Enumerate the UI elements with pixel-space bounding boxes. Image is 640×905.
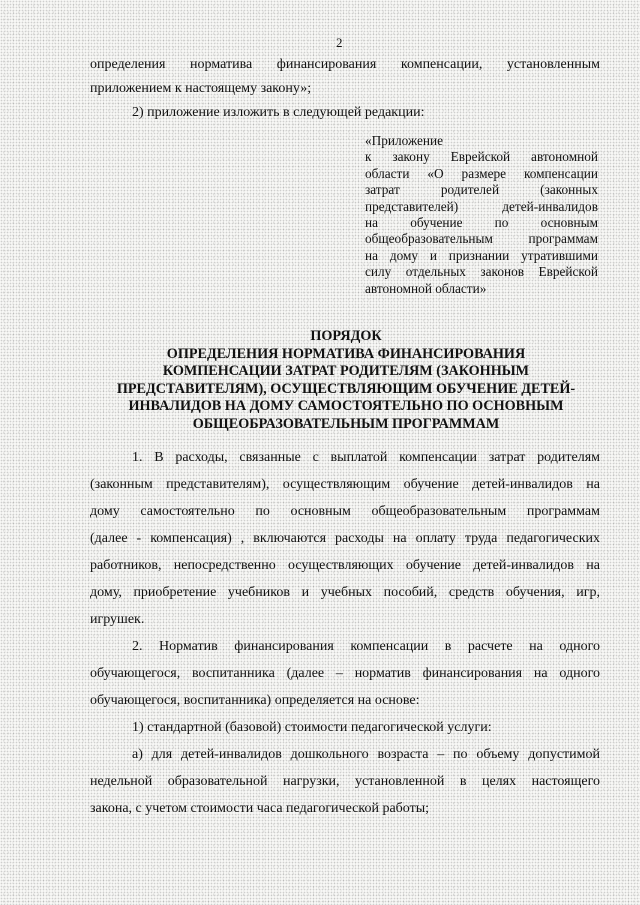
appendix-reference-block <box>365 133 598 297</box>
heading-line: ПРЕДСТАВИТЕЛЯМ), ОСУЩЕСТВЛЯЮЩИМ ОБУЧЕНИЕ ДЕТЕЙ- <box>116 380 576 397</box>
appendix-block-line: общеобразовательным программам <box>365 231 598 247</box>
amendment-item-2: 2) приложение изложить в следующей редакции: <box>132 105 425 120</box>
procedure-heading <box>90 328 602 434</box>
heading-line: КОМПЕНСАЦИИ ЗАТРАТ РОДИТЕЛЯМ (ЗАКОННЫМ <box>162 363 530 380</box>
paragraph-1-line: 1. В расходы, связанные с выплатой компенсации затрат родителям <box>132 450 600 465</box>
heading-line: ОПРЕДЕЛЕНИЯ НОРМАТИВА ФИНАНСИРОВАНИЯ <box>166 345 526 362</box>
paragraph-2-line: 2. Норматив финансирования компенсации в расчете на одного <box>132 639 600 654</box>
paragraph-1-line: игрушек. <box>90 612 145 627</box>
subitem-1: 1) стандартной (базовой) стоимости педагогической услуги: <box>132 720 492 735</box>
intro-line-1: определения норматива финансирования компенсации, установленным <box>90 57 600 72</box>
appendix-block-line: автономной области» <box>365 280 487 296</box>
appendix-block-line: области «О размере компенсации <box>365 165 598 181</box>
appendix-block-line: на обучение по основным <box>365 214 598 230</box>
appendix-block-line: силу отдельных законов Еврейской <box>365 264 598 280</box>
paragraph-1-line: работников, непосредственно осуществляющих обучение детей-инвалидов на <box>90 558 600 573</box>
appendix-block-line: к закону Еврейской автономной <box>365 149 598 165</box>
page-number: 2 <box>336 35 343 50</box>
subitem-a-line: недельной образовательной нагрузки, установленной в целях настоящего <box>90 774 600 789</box>
heading-line: ИНВАЛИДОВ НА ДОМУ САМОСТОЯТЕЛЬНО ПО ОСНОВНЫМ <box>128 398 564 415</box>
intro-line-2: приложением к настоящему закону»; <box>90 81 312 96</box>
heading-line: ОБЩЕОБРАЗОВАТЕЛЬНЫМ ПРОГРАММАМ <box>192 415 500 432</box>
subitem-a-line: закона, с учетом стоимости часа педагогической работы; <box>90 801 430 816</box>
paragraph-2-line: обучающегося, воспитанника (далее – норматив финансирования на одного <box>90 666 600 681</box>
subitem-a-line: а) для детей-инвалидов дошкольного возраста – по объему допустимой <box>132 747 600 762</box>
paragraph-2-line: обучающегося, воспитанника) определяется на основе: <box>90 693 420 708</box>
paragraph-1-line: (далее - компенсация) , включаются расходы на оплату труда педагогических <box>90 531 600 546</box>
appendix-block-line: затрат родителей (законных <box>365 182 598 198</box>
paragraph-1-line: дому самостоятельно по основным общеобразовательным программам <box>90 504 600 519</box>
appendix-block-line: представителей) детей-инвалидов <box>365 198 598 214</box>
appendix-block-line: на дому и признании утратившими <box>365 247 598 263</box>
paragraph-1-line: (законным представителям), осуществляющим обучение детей-инвалидов на <box>90 477 600 492</box>
appendix-block-line: «Приложение <box>365 133 444 148</box>
heading-line: ПОРЯДОК <box>310 328 382 344</box>
paragraph-1-line: дому, приобретение учебников и учебных пособий, средств обучения, игр, <box>90 585 600 600</box>
